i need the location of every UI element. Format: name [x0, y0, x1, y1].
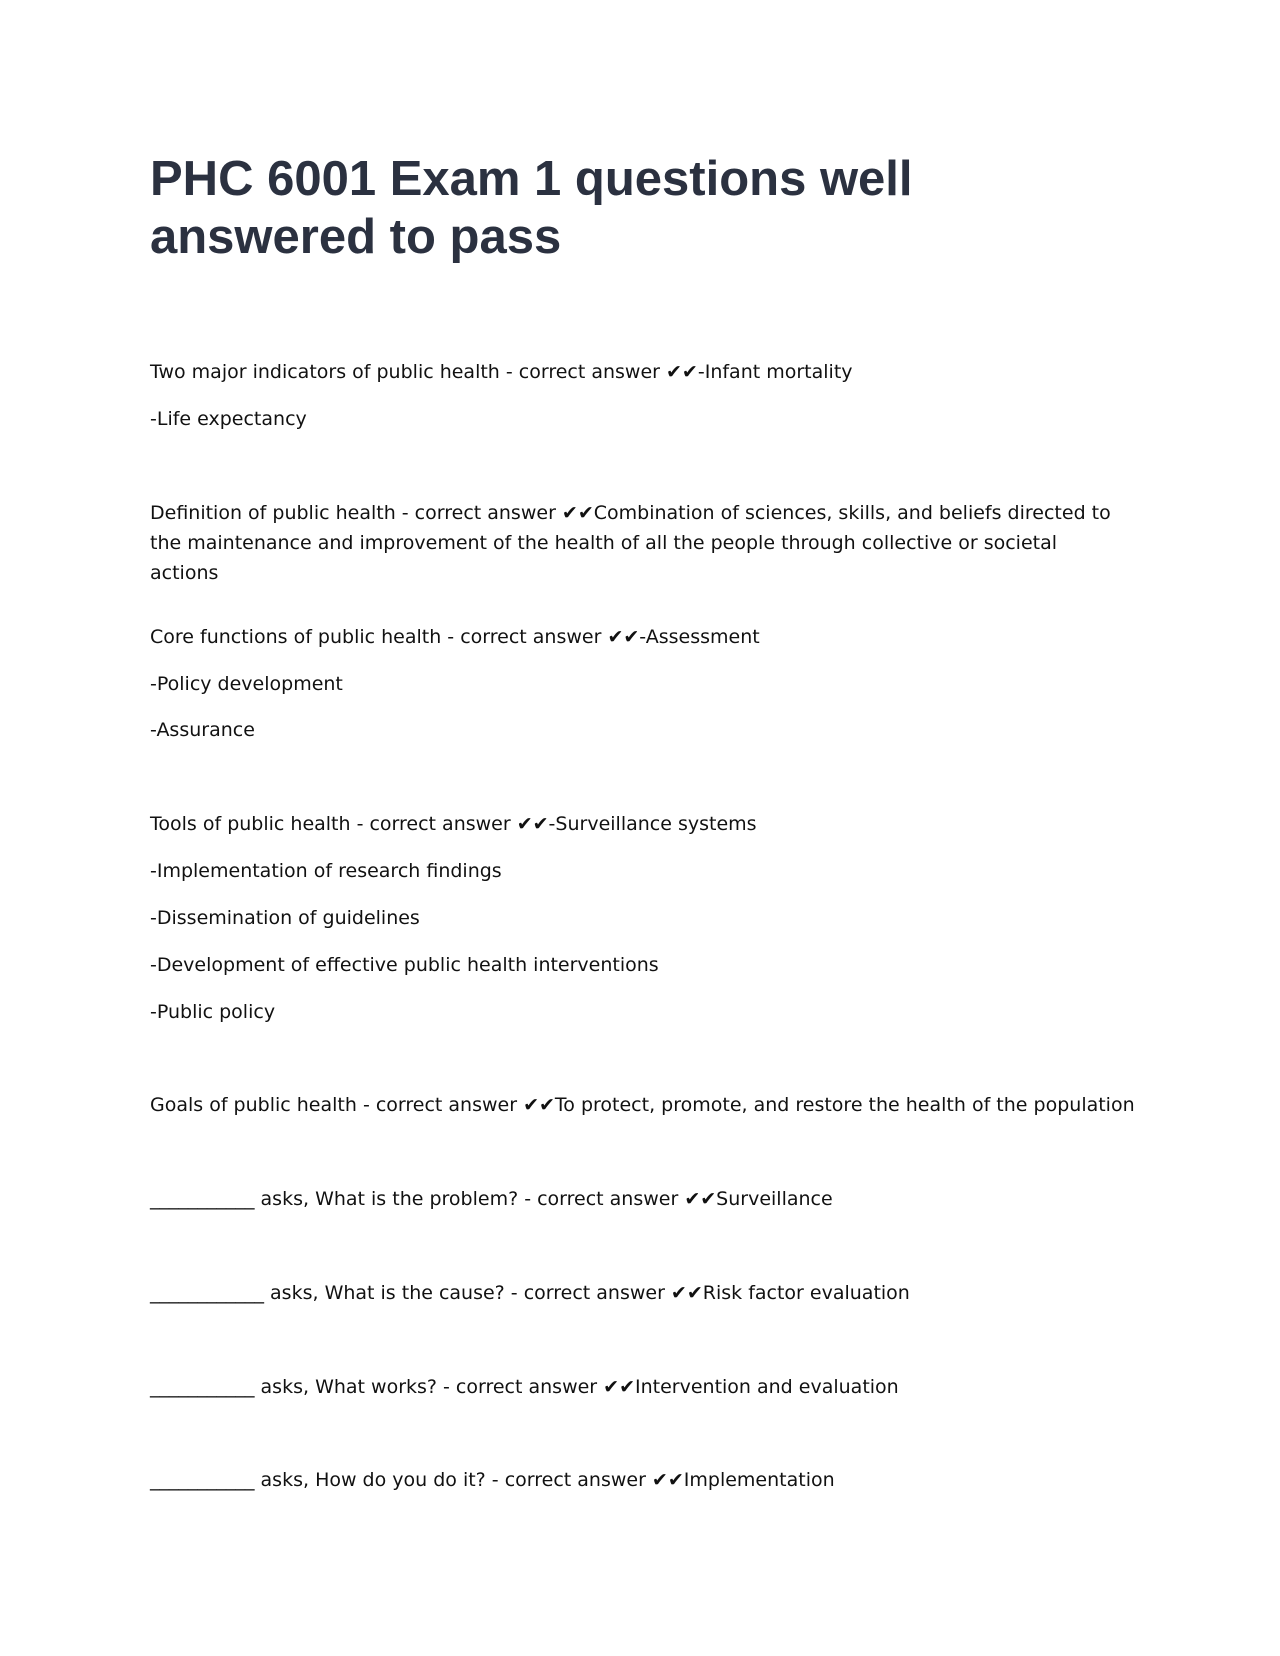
qa-line: Two major indicators of public health - correct answer ✔✔-Infant mortality [150, 361, 853, 383]
qa-line: ____________ asks, What is the cause? - correct answer ✔✔Risk factor evaluation [150, 1282, 910, 1304]
document-title: PHC 6001 Exam 1 questions well answered to pass [150, 152, 913, 264]
qa-line: Goals of public health - correct answer ✔✔To protect, promote, and restore the health of the population [150, 1094, 1135, 1116]
qa-line: Tools of public health - correct answer ✔✔-Surveillance systems [150, 813, 757, 835]
qa-line: -Life expectancy [150, 408, 307, 430]
qa-line: ___________ asks, What is the problem? - correct answer ✔✔Surveillance [150, 1188, 833, 1210]
qa-line: ___________ asks, How do you do it? - correct answer ✔✔Implementation [150, 1469, 835, 1491]
qa-line: ___________ asks, What works? - correct answer ✔✔Intervention and evaluation [150, 1376, 899, 1398]
qa-line: -Implementation of research findings [150, 860, 502, 882]
qa-line: -Public policy [150, 1001, 276, 1023]
qa-line: -Assurance [150, 719, 255, 741]
qa-line: Definition of public health - correct answer ✔✔Combination of sciences, skills, and beliefs directed to the maintenance and improvement of the health of all the people through collective or societal actions [150, 502, 1111, 584]
qa-line: -Dissemination of guidelines [150, 907, 420, 929]
qa-line: -Policy development [150, 673, 343, 695]
qa-line: Core functions of public health - correct answer ✔✔-Assessment [150, 626, 760, 648]
qa-line: -Development of effective public health interventions [150, 954, 659, 976]
